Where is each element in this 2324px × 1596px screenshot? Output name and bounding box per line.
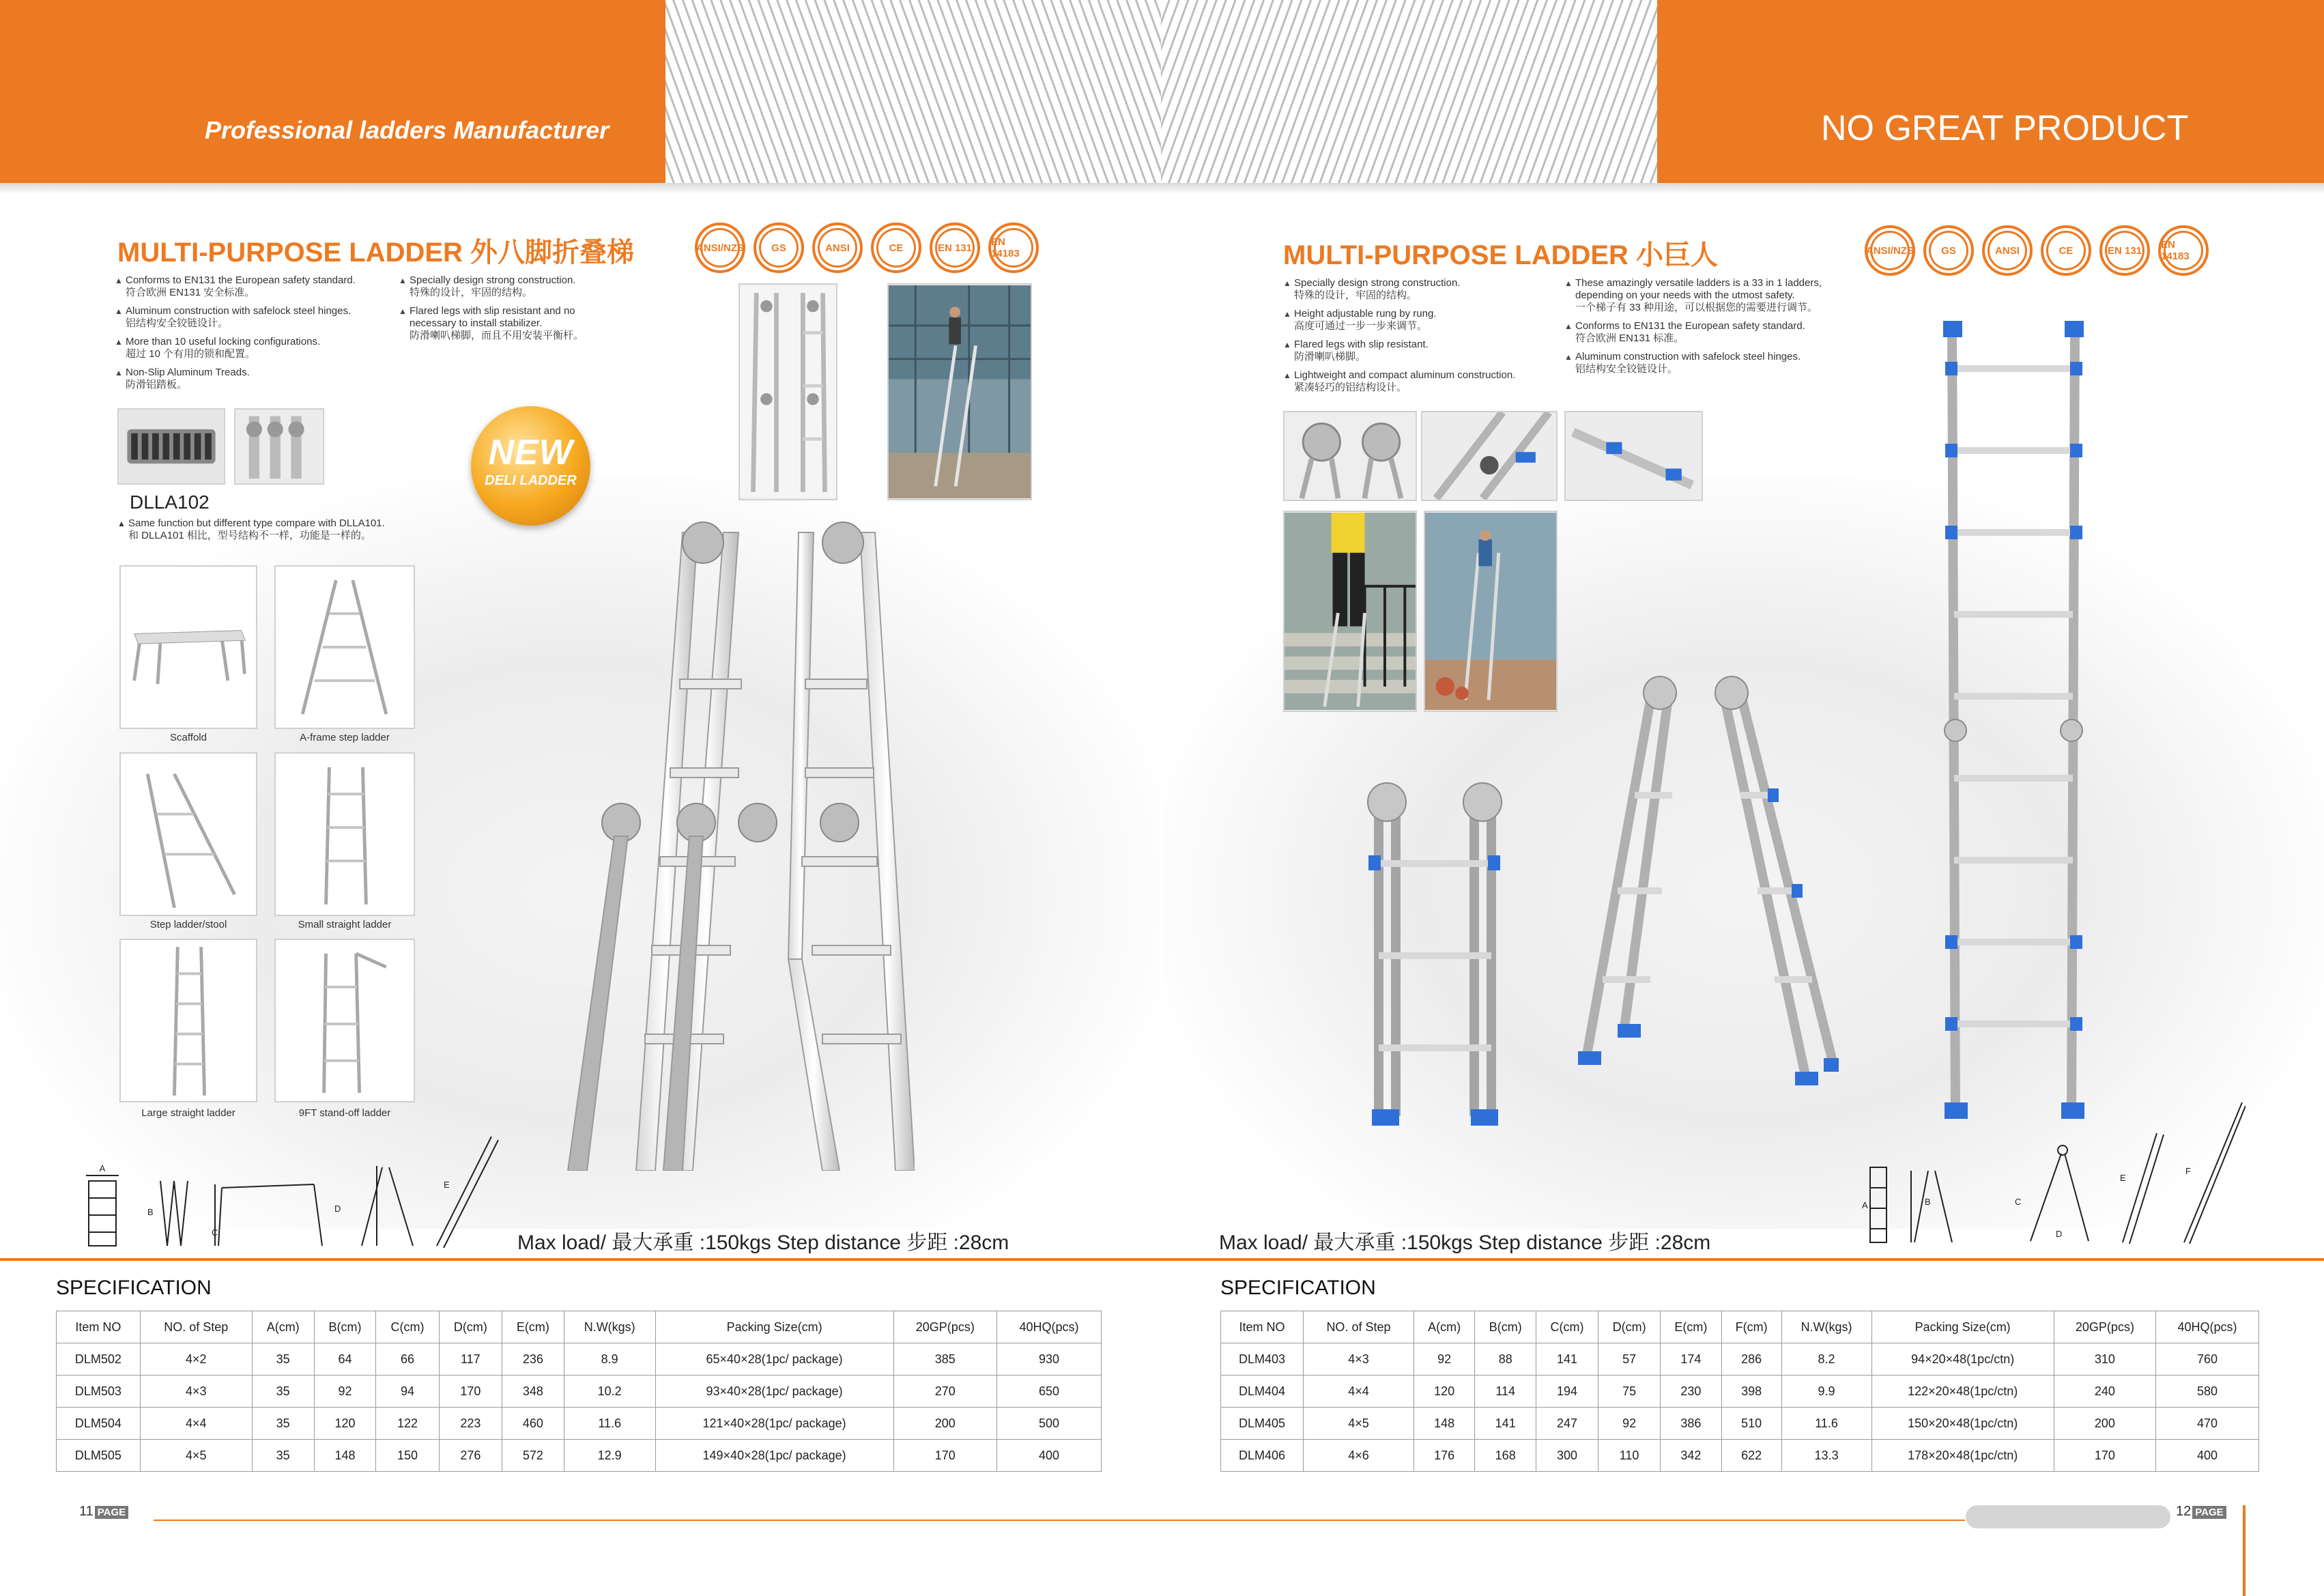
- footer-pill: [1966, 1505, 2170, 1528]
- table-cell: 122×20×48(1pc/ctn): [1871, 1376, 2054, 1408]
- header-stripe-pattern-right: [1161, 0, 1657, 183]
- left-spec-title: SPECIFICATION: [56, 1277, 212, 1299]
- table-header-cell: N.W(kgs): [1781, 1311, 1871, 1343]
- new-badge: [471, 406, 590, 526]
- new-badge-line1: NEW: [488, 433, 573, 472]
- table-cell: 386: [1661, 1408, 1722, 1440]
- config-caption: 9FT stand-off ladder: [298, 1107, 391, 1119]
- table-cell: 94: [376, 1376, 439, 1408]
- table-cell: 300: [1536, 1440, 1598, 1472]
- table-header-cell: B(cm): [314, 1311, 376, 1343]
- dim-letter: A: [1862, 1200, 1868, 1210]
- table-row: [1221, 1440, 2259, 1472]
- note-en: Same function but different type compare with DLLA101.: [128, 517, 385, 529]
- dim-letter: A: [99, 1163, 106, 1173]
- table-header-cell: C(cm): [376, 1311, 439, 1343]
- table-header-cell: A(cm): [252, 1311, 314, 1343]
- table-cell: 200: [2054, 1408, 2155, 1440]
- bullet-en: These amazingly versatile ladders is a 33 in 1 ladders, depending on your needs with the utmost safety.: [1575, 277, 1822, 301]
- left-bullets-col2: [399, 274, 610, 348]
- table-cell: 9.9: [1781, 1376, 1871, 1408]
- extension-blue-ladder-illustration: [1935, 321, 2102, 1123]
- left-page-number: [79, 1504, 128, 1520]
- bullet-item: [1283, 369, 1556, 394]
- table-cell: 247: [1536, 1408, 1598, 1440]
- table-row: [57, 1440, 1102, 1472]
- config-caption: A-frame step ladder: [300, 732, 390, 743]
- table-cell: 230: [1661, 1376, 1722, 1408]
- bullet-cn: 铝结构安全铰链设计。: [1575, 363, 1678, 375]
- dim-letter: C: [2015, 1197, 2022, 1207]
- right-dimension-diagrams: [1856, 1092, 2246, 1249]
- bullet-item: [1564, 320, 1865, 345]
- stair-usage-photo: [1283, 511, 1417, 712]
- bullet-en: Aluminum construction with safelock steel hinges.: [126, 305, 352, 317]
- header-left-title: Professional ladders Manufacturer: [205, 116, 609, 144]
- right-spec-title: SPECIFICATION: [1220, 1277, 1376, 1299]
- table-header-cell: 20GP(pcs): [2054, 1311, 2155, 1343]
- table-header-cell: B(cm): [1475, 1311, 1536, 1343]
- page-tag: PAGE: [2192, 1506, 2226, 1519]
- table-header-row: [57, 1311, 1102, 1343]
- dim-letter: F: [2185, 1166, 2191, 1176]
- table-cell: 4×4: [140, 1408, 252, 1440]
- bullet-en: More than 10 useful locking configurations.: [126, 336, 321, 347]
- table-cell: 64: [314, 1343, 376, 1376]
- table-cell: 4×5: [1304, 1408, 1414, 1440]
- table-cell: 120: [1414, 1376, 1475, 1408]
- table-row: [1221, 1408, 2259, 1440]
- rung-detail-photo: [1564, 411, 1703, 501]
- table-cell: 93×40×28(1pc/ package): [655, 1376, 893, 1408]
- table-cell: 174: [1661, 1343, 1722, 1376]
- table-cell: 35: [252, 1440, 314, 1472]
- table-cell: 760: [2156, 1343, 2259, 1376]
- cert-badge: CE: [2041, 225, 2091, 276]
- page-tag: PAGE: [95, 1506, 128, 1519]
- right-load-line: Max load/ 最大承重 :150kgs Step distance 步距 :28cm: [1219, 1231, 1711, 1254]
- bullet-cn: 紧凑轻巧的铝结构设计。: [1294, 382, 1407, 393]
- table-cell: 236: [502, 1343, 564, 1376]
- table-cell: 57: [1598, 1343, 1661, 1376]
- table-cell: 148: [1414, 1408, 1475, 1440]
- table-cell: 4×5: [140, 1440, 252, 1472]
- left-load-line: Max load/ 最大承重 :150kgs Step distance 步距 :28cm: [517, 1231, 1009, 1254]
- bullet-cn: 防滑铝踏板。: [126, 379, 188, 390]
- dim-letter: D: [2056, 1229, 2063, 1239]
- table-cell: 148: [314, 1440, 376, 1472]
- bullet-en: Flared legs with slip resistant and no necessary to install stabilizer.: [410, 305, 575, 329]
- table-cell: 930: [996, 1343, 1101, 1376]
- table-header-cell: C(cm): [1536, 1311, 1598, 1343]
- bullet-cn: 一个梯子有 33 种用途，可以根据您的需要进行调节。: [1575, 302, 1818, 313]
- bullet-cn: 防滑喇叭梯脚。: [1294, 351, 1366, 362]
- table-cell: 35: [252, 1408, 314, 1440]
- table-cell: 510: [1721, 1408, 1781, 1440]
- table-cell: 149×40×28(1pc/ package): [655, 1440, 893, 1472]
- table-cell: 194: [1536, 1376, 1598, 1408]
- aframe-blue-ladder-illustration: [1570, 672, 1839, 1089]
- table-cell: 94×20×48(1pc/ctn): [1871, 1343, 2054, 1376]
- table-cell: 176: [1414, 1440, 1475, 1472]
- left-cert-badges: [695, 223, 1039, 273]
- table-row: [57, 1376, 1102, 1408]
- bullet-cn: 高度可通过一步一步来调节。: [1294, 320, 1428, 332]
- table-cell: 310: [2054, 1343, 2155, 1376]
- table-header-cell: NO. of Step: [140, 1311, 252, 1343]
- table-cell: 65×40×28(1pc/ package): [655, 1343, 893, 1376]
- table-cell: DLM405: [1221, 1408, 1304, 1440]
- table-cell: 286: [1721, 1343, 1781, 1376]
- table-cell: 4×2: [140, 1343, 252, 1376]
- table-cell: 120: [314, 1408, 376, 1440]
- table-cell: 170: [439, 1376, 502, 1408]
- table-cell: DLM503: [57, 1376, 141, 1408]
- table-cell: 650: [996, 1376, 1101, 1408]
- outdoor-usage-photo: [887, 283, 1032, 500]
- config-small-straight-photo: [274, 752, 415, 916]
- table-cell: 470: [2156, 1408, 2259, 1440]
- table-cell: 11.6: [564, 1408, 655, 1440]
- cert-badge: CE: [871, 223, 921, 273]
- wall-usage-photo: [1424, 511, 1558, 712]
- new-badge-line2: DELI LADDER: [485, 473, 577, 488]
- cert-badge: EN 131: [2099, 225, 2150, 276]
- table-header-cell: D(cm): [1598, 1311, 1661, 1343]
- left-dimension-diagrams: [82, 1126, 505, 1249]
- table-header-cell: E(cm): [1661, 1311, 1722, 1343]
- table-header-cell: Item NO: [57, 1311, 141, 1343]
- table-cell: DLM404: [1221, 1376, 1304, 1408]
- table-cell: 4×3: [1304, 1343, 1414, 1376]
- hinge-detail-photo: [234, 408, 324, 485]
- bullet-item: [1283, 339, 1556, 363]
- table-cell: 35: [252, 1343, 314, 1376]
- right-orange-rule: [1164, 1258, 2324, 1261]
- left-bullets-col1: [115, 274, 394, 397]
- cert-badge: ANSI: [812, 223, 863, 273]
- left-spec-table: [56, 1311, 1102, 1472]
- model-note: [117, 517, 459, 542]
- table-cell: 276: [439, 1440, 502, 1472]
- dim-letter: B: [1925, 1197, 1931, 1207]
- table-cell: DLM504: [57, 1408, 141, 1440]
- table-cell: 92: [1414, 1343, 1475, 1376]
- right-bullets-col1: [1283, 277, 1556, 400]
- folded-ladder-photo: [738, 283, 837, 500]
- table-cell: 10.2: [564, 1376, 655, 1408]
- bullet-en: Aluminum construction with safelock steel hinges.: [1575, 351, 1801, 362]
- bullet-cn: 符合欧洲 EN131 标准。: [1575, 332, 1684, 344]
- table-cell: 223: [439, 1408, 502, 1440]
- bullet-cn: 超过 10 个有用的锁和配置。: [126, 348, 256, 360]
- table-cell: 200: [893, 1408, 996, 1440]
- dim-letter: E: [2120, 1173, 2126, 1183]
- bullet-en: Flared legs with slip resistant.: [1294, 339, 1429, 350]
- table-cell: 622: [1721, 1440, 1781, 1472]
- table-cell: 178×20×48(1pc/ctn): [1871, 1440, 2054, 1472]
- table-cell: 4×3: [140, 1376, 252, 1408]
- bullet-cn: 特殊的设计，牢固的结构。: [1294, 289, 1418, 301]
- table-header-cell: Item NO: [1221, 1311, 1304, 1343]
- table-header-cell: N.W(kgs): [564, 1311, 655, 1343]
- table-cell: DLM502: [57, 1343, 141, 1376]
- table-cell: 13.3: [1781, 1440, 1871, 1472]
- table-cell: DLM403: [1221, 1343, 1304, 1376]
- table-cell: 110: [1598, 1440, 1661, 1472]
- table-cell: 75: [1598, 1376, 1661, 1408]
- right-section-title: MULTI-PURPOSE LADDER 小巨人: [1283, 240, 1719, 270]
- table-cell: 8.9: [564, 1343, 655, 1376]
- bullet-cn: 符合欧洲 EN131 安全标准。: [126, 287, 255, 298]
- config-caption: Large straight ladder: [141, 1107, 235, 1119]
- note-cn: 和 DLLA101 相比，型号结构不一样，功能是一样的。: [128, 530, 371, 541]
- table-cell: 580: [2156, 1376, 2259, 1408]
- table-header-cell: NO. of Step: [1304, 1311, 1414, 1343]
- bullet-cn: 特殊的设计，牢固的结构。: [410, 287, 533, 298]
- table-cell: 348: [502, 1376, 564, 1408]
- main-ladder-illustration: [519, 515, 915, 1171]
- dim-letter: D: [334, 1203, 341, 1214]
- table-cell: 150×20×48(1pc/ctn): [1871, 1408, 2054, 1440]
- cert-badge: ANSI: [1982, 225, 2033, 276]
- right-cert-badges: [1865, 225, 2209, 276]
- table-header-cell: D(cm): [439, 1311, 502, 1343]
- table-cell: 121×40×28(1pc/ package): [655, 1408, 893, 1440]
- table-cell: 141: [1536, 1343, 1598, 1376]
- table-cell: 400: [996, 1440, 1101, 1472]
- table-cell: 4×4: [1304, 1376, 1414, 1408]
- config-large-straight-photo: [119, 939, 257, 1102]
- cert-badge: ANSI/NZS: [1865, 225, 1915, 276]
- footer-rule: [154, 1520, 1965, 1521]
- table-header-cell: A(cm): [1414, 1311, 1475, 1343]
- table-cell: 572: [502, 1440, 564, 1472]
- table-cell: 342: [1661, 1440, 1722, 1472]
- table-header-row: [1221, 1311, 2259, 1343]
- table-header-cell: Packing Size(cm): [655, 1311, 893, 1343]
- table-cell: 460: [502, 1408, 564, 1440]
- cert-badge: EN 14183: [988, 223, 1039, 273]
- table-header-cell: Packing Size(cm): [1871, 1311, 2054, 1343]
- config-standoff-photo: [274, 939, 415, 1102]
- table-cell: 270: [893, 1376, 996, 1408]
- header-right-band: [1657, 0, 2324, 183]
- table-cell: 400: [2156, 1440, 2259, 1472]
- cert-badge: GS: [754, 223, 804, 273]
- bullet-en: Conforms to EN131 the European safety standard.: [1575, 320, 1805, 332]
- table-header-cell: 20GP(pcs): [893, 1311, 996, 1343]
- footer-vertical-bar: [2243, 1505, 2246, 1596]
- config-caption: Step ladder/stool: [149, 919, 227, 930]
- header-right-title: NO GREAT PRODUCT: [1821, 109, 2189, 148]
- table-cell: 122: [376, 1408, 439, 1440]
- table-header-cell: E(cm): [502, 1311, 564, 1343]
- bullet-en: Specially design strong construction.: [410, 274, 576, 286]
- config-scaffold-photo: [119, 565, 257, 729]
- table-cell: 141: [1475, 1408, 1536, 1440]
- table-cell: 11.6: [1781, 1408, 1871, 1440]
- tread-detail-photo: [117, 408, 225, 485]
- table-cell: 35: [252, 1376, 314, 1408]
- table-cell: 12.9: [564, 1440, 655, 1472]
- table-cell: 240: [2054, 1376, 2155, 1408]
- config-step-stool-photo: [119, 752, 257, 916]
- bullet-item: [399, 274, 610, 299]
- right-page-number: [2176, 1504, 2226, 1520]
- table-cell: DLM406: [1221, 1440, 1304, 1472]
- bullet-item: [1564, 351, 1865, 375]
- lock-detail-photo: [1421, 411, 1558, 501]
- bullet-item: [1564, 277, 1865, 314]
- bullet-cn: 防滑喇叭梯脚，而且不用安装平衡杆。: [410, 330, 584, 341]
- table-cell: 168: [1475, 1440, 1536, 1472]
- left-orange-rule: [0, 1258, 1164, 1261]
- page-number-value: 11: [79, 1504, 94, 1519]
- table-cell: 4×6: [1304, 1440, 1414, 1472]
- bullet-en: Specially design strong construction.: [1294, 277, 1461, 289]
- bullet-item: [1283, 308, 1556, 332]
- cert-badge: ANSI/NZS: [695, 223, 745, 273]
- table-row: [57, 1408, 1102, 1440]
- dim-letter: E: [444, 1180, 450, 1190]
- header-shadow: [0, 183, 2324, 194]
- table-cell: 398: [1721, 1376, 1781, 1408]
- cert-badge: EN 131: [930, 223, 980, 273]
- table-cell: 92: [314, 1376, 376, 1408]
- table-cell: 170: [893, 1440, 996, 1472]
- bullet-en: Non-Slip Aluminum Treads.: [126, 367, 250, 378]
- config-caption: Small straight ladder: [298, 919, 392, 930]
- table-cell: DLM505: [57, 1440, 141, 1472]
- bullet-item: [115, 367, 394, 391]
- config-caption: Scaffold: [170, 732, 207, 743]
- right-spec-table: [1220, 1311, 2259, 1472]
- page-number-value: 12: [2176, 1504, 2192, 1519]
- table-row: [57, 1343, 1102, 1376]
- left-section-title: MULTI-PURPOSE LADDER 外八脚折叠梯: [117, 238, 635, 268]
- table-row: [1221, 1343, 2259, 1376]
- table-header-cell: 40HQ(pcs): [996, 1311, 1101, 1343]
- bullet-item: [115, 305, 394, 330]
- table-header-cell: 40HQ(pcs): [2156, 1311, 2259, 1343]
- cert-badge: GS: [1923, 225, 1974, 276]
- bullet-item: [115, 274, 394, 299]
- mini-ladder-illustration: [1348, 775, 1519, 1130]
- bullet-en: Lightweight and compact aluminum construction.: [1294, 369, 1516, 381]
- table-cell: 88: [1475, 1343, 1536, 1376]
- config-aframe-photo: [274, 565, 415, 729]
- table-cell: 385: [893, 1343, 996, 1376]
- table-row: [1221, 1376, 2259, 1408]
- table-cell: 92: [1598, 1408, 1661, 1440]
- cert-badge: EN 14183: [2158, 225, 2209, 276]
- table-cell: 170: [2054, 1440, 2155, 1472]
- table-header-cell: F(cm): [1721, 1311, 1781, 1343]
- bullet-en: Height adjustable rung by rung.: [1294, 308, 1437, 319]
- table-cell: 114: [1475, 1376, 1536, 1408]
- hinge-detail-photo: [1283, 411, 1417, 501]
- dim-letter: C: [212, 1227, 218, 1238]
- dim-letter: B: [147, 1207, 154, 1217]
- right-bullets-col2: [1564, 277, 1865, 382]
- model-number: DLLA102: [130, 491, 210, 513]
- table-cell: 66: [376, 1343, 439, 1376]
- table-cell: 8.2: [1781, 1343, 1871, 1376]
- table-cell: 150: [376, 1440, 439, 1472]
- header-left-band: [0, 0, 665, 183]
- bullet-en: Conforms to EN131 the European safety standard.: [126, 274, 356, 286]
- bullet-cn: 铝结构安全铰链设计。: [126, 317, 229, 329]
- table-cell: 500: [996, 1408, 1101, 1440]
- bullet-item: [115, 336, 394, 360]
- bullet-item: [399, 305, 610, 342]
- table-cell: 117: [439, 1343, 502, 1376]
- bullet-item: [1283, 277, 1556, 302]
